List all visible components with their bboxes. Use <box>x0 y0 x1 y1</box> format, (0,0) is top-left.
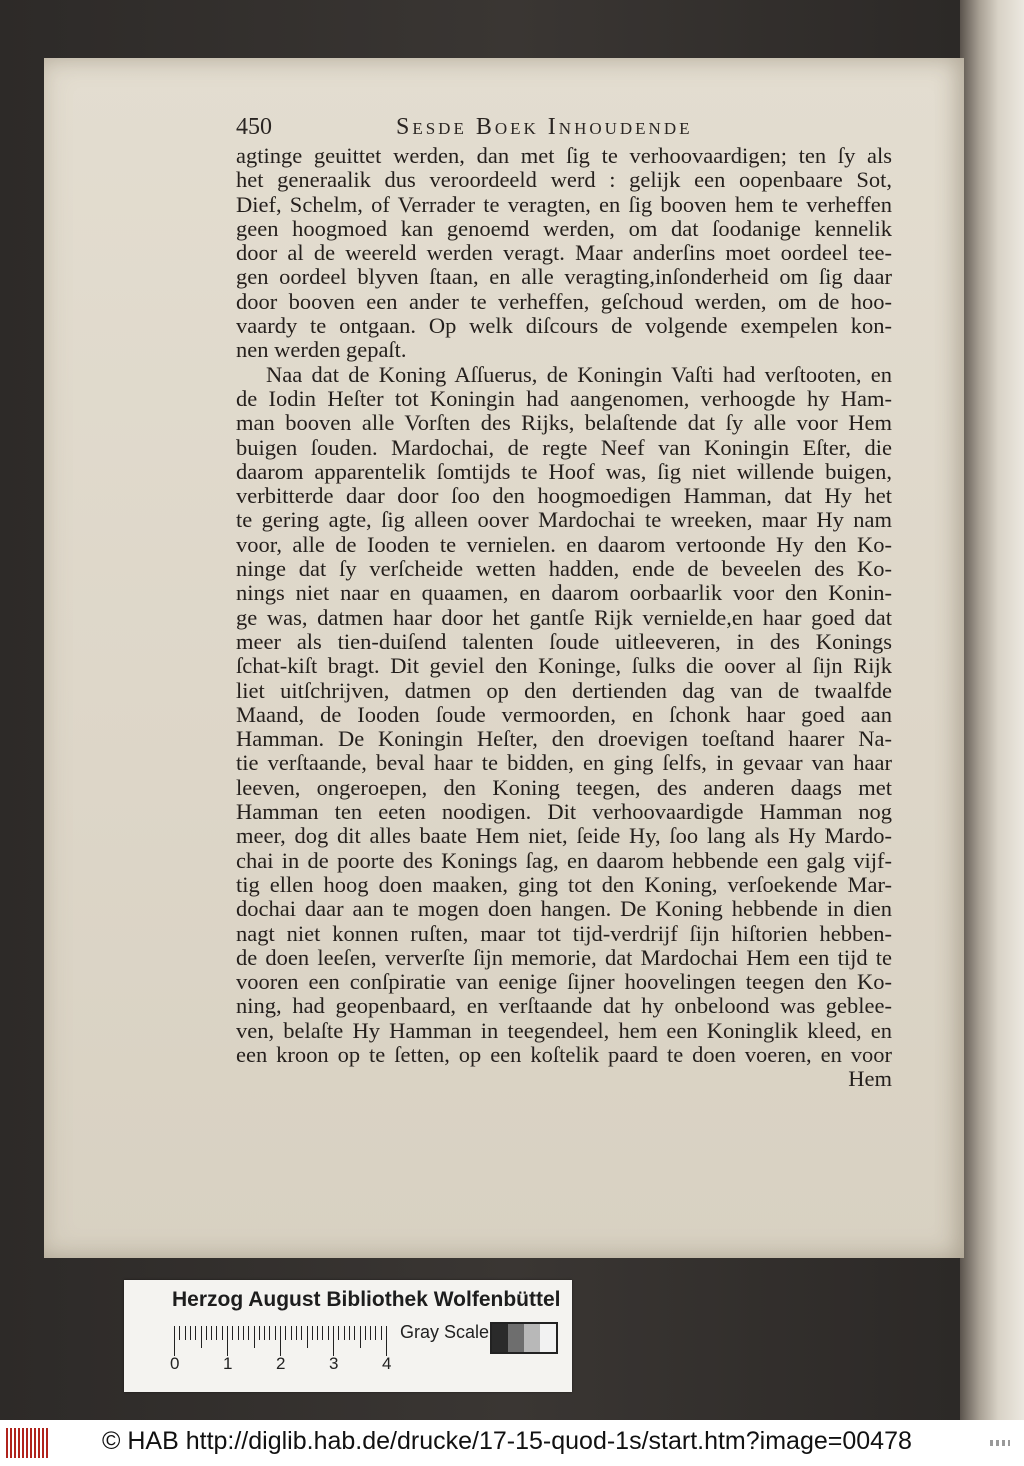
ruler-number: 0 <box>170 1354 180 1373</box>
text-line: ge was, datmen haar door het gantſe Rijk vernielde,en haar goed dat <box>236 605 892 630</box>
ruler-number: 2 <box>276 1354 286 1373</box>
text-line: meer, dog dit alles baate Hem niet, ſeide Hy, ſoo lang als Hy Mardo- <box>236 824 892 849</box>
dots-icon[interactable] <box>990 1440 1010 1446</box>
ruler-tick <box>307 1326 308 1348</box>
text-line: tig ellen hoog doen maaken, ging tot den Koning, verſoekende Mar- <box>236 872 892 897</box>
text-line: tie verſtaande, beval haar te bidden, en ging ſelfs, in gevaar van haar <box>236 751 892 776</box>
ruler-tick <box>322 1326 323 1340</box>
text-line: de Iodin Heſter tot Koningin had aangenomen, verhoogde hy Ham- <box>236 386 892 411</box>
text-line: Naa dat de Koning Aſſuerus, de Koningin Vaſti had verſtooten, en <box>266 362 892 387</box>
text-line: de doen leeſen, ververſte ſijn memorie, dat Mardochai Hem een tijd te <box>236 945 892 970</box>
ruler-tick <box>179 1326 180 1340</box>
page-number: 450 <box>236 114 272 140</box>
text-line: ninge dat ſy verſcheide wetten hadden, ende de beveelen des Ko- <box>236 557 892 582</box>
ruler-tick <box>222 1326 223 1340</box>
text-line: man booven alle Vorſten des Rijks, belaſtende dat ſy alle voor Hem <box>236 411 892 436</box>
ruler-tick <box>206 1326 207 1340</box>
ruler-tick <box>280 1326 281 1356</box>
ruler-tick <box>344 1326 345 1340</box>
text-line: meer als tien-duiſend talenten ſoude uitleeveren, in des Konings <box>236 629 892 654</box>
text-line: vooren een conſpiratie van eenige ſijner hoovelingen teegen den Ko- <box>236 970 892 995</box>
color-calibration-bar <box>124 1280 572 1392</box>
ruler-number: 1 <box>223 1354 233 1373</box>
gray-swatch <box>540 1324 556 1352</box>
ruler-tick <box>354 1326 355 1340</box>
ruler-tick <box>375 1326 376 1340</box>
ruler-tick <box>216 1326 217 1340</box>
ruler-tick <box>201 1326 202 1348</box>
ruler-tick <box>243 1326 244 1340</box>
gray-swatch <box>492 1324 508 1352</box>
text-line: vaardy te ontgaan. Op welk diſcours de volgende exempelen kon- <box>236 314 892 339</box>
ruler-tick <box>296 1326 297 1340</box>
gray-scale-swatches <box>490 1322 558 1354</box>
ruler-tick <box>312 1326 313 1340</box>
text-line: buigen ſouden. Mardochai, de regte Neef van Koningin Eſter, die <box>236 435 892 460</box>
ruler-tick <box>259 1326 260 1340</box>
ruler-number: 3 <box>329 1354 339 1373</box>
ruler-tick <box>338 1326 339 1340</box>
text-line: chai in de poorte des Konings ſag, en daarom hebbende een galg vijf- <box>236 848 892 873</box>
ruler-tick <box>285 1326 286 1340</box>
ruler-tick <box>190 1326 191 1340</box>
text-line: nen werden gepaſt. <box>236 338 407 363</box>
ruler-tick <box>174 1326 175 1356</box>
text-line: door al de weereld werden veragt. Maar anderſins moet oordeel tee- <box>236 241 892 266</box>
text-line: geen hoogmoed kan genoemd werden, om dat ſoodanige kennelik <box>236 216 892 241</box>
ruler-tick <box>211 1326 212 1340</box>
text-line: ven, belaſte Hy Hamman in teegendeel, hem een Koninglik kleed, en <box>236 1018 892 1043</box>
gray-scale-label: Gray Scale <box>400 1322 490 1342</box>
text-line: Maand, de Iooden ſoude vermoorden, en ſchonk haar goed aan <box>236 702 892 727</box>
text-line: voor, alle de Iooden te vernielen. en daarom vertoonde Hy den Ko- <box>236 532 892 557</box>
text-line: een kroon op te ſetten, op een koſtelik paard te doen voeren, en voor <box>236 1042 892 1067</box>
ruler-tick <box>328 1326 329 1340</box>
ruler-tick <box>291 1326 292 1340</box>
credit-url[interactable]: © HAB http://diglib.hab.de/drucke/17-15-quod-1s/start.htm?image=00478 <box>102 1427 912 1455</box>
ruler-tick <box>360 1326 361 1348</box>
ruler-tick <box>349 1326 350 1340</box>
text-line: nagt niet konnen ruſten, maar tot tijd-verdrijf ſijn hiſtorien hebben- <box>236 921 892 946</box>
ruler-tick <box>269 1326 270 1340</box>
ruler-tick <box>333 1326 334 1356</box>
catchword: Hem <box>848 1067 892 1092</box>
ruler-tick <box>254 1326 255 1348</box>
ruler-tick <box>365 1326 366 1340</box>
ruler-tick <box>185 1326 186 1340</box>
body-text <box>236 144 892 1092</box>
page-header <box>236 114 896 144</box>
hab-barcode-logo-icon[interactable] <box>6 1428 48 1458</box>
ruler-tick <box>317 1326 318 1340</box>
viewer-footer <box>0 1420 1024 1466</box>
ruler-tick <box>232 1326 233 1340</box>
ruler-tick <box>264 1326 265 1340</box>
text-line: verbitterde daar door ſoo den hoogmoedigen Hamman, dat Hy het <box>236 484 892 509</box>
text-line: dochai daar aan te mogen doen hangen. De Koning hebbende in dien <box>236 897 892 922</box>
ruler-tick <box>381 1326 382 1340</box>
library-name: Herzog August Bibliothek Wolfenbüttel <box>172 1288 561 1311</box>
text-line: door booven een ander te verheffen, geſchoud werden, om de hoo- <box>236 289 892 314</box>
text-line: Hamman ten eeten noodigen. Dit verhoovaardigde Hamman nog <box>236 800 892 825</box>
text-line: ning, had geopenbaard, en verſtaande dat hy onbeloond was geblee- <box>236 994 892 1019</box>
text-line: het generaalik dus veroordeeld werd : gelijk een oopenbaare Sot, <box>236 168 892 193</box>
gray-swatch <box>508 1324 524 1352</box>
text-line: te gering agte, ſig alleen oover Mardochai te wreeken, maar Hy nam <box>236 508 892 533</box>
ruler-tick <box>301 1326 302 1340</box>
text-line: leeven, ongeroepen, den Koning teegen, des anderen daags met <box>236 775 892 800</box>
text-line: nings niet naar en quaamen, en daarom oorbaarlik voor den Konin- <box>236 581 892 606</box>
text-line: agtinge geuittet werden, dan met ſig te verhoovaardigen; ten ſy als <box>236 144 892 168</box>
text-line: Hamman. De Koningin Heſter, den droevigen toeſtand haarer Na- <box>236 727 892 752</box>
ruler-tick <box>248 1326 249 1340</box>
text-line: Dief, Schelm, of Verrader te veragten, en ſig booven hem te verheffen <box>236 192 892 217</box>
text-line: daarom apparentelik ſomtijds te Hoof was, ſig niet willende buigen, <box>236 459 892 484</box>
gray-swatch <box>524 1324 540 1352</box>
text-line: gen oordeel blyven ſtaan, en alle veragting,inſonderheid om ſig daar <box>236 265 892 290</box>
adjacent-page-edge <box>960 0 1024 1420</box>
text-line: liet uitſchrijven, datmen op den dertienden dag van de twaalfde <box>236 678 892 703</box>
ruler-tick <box>238 1326 239 1340</box>
ruler-number: 4 <box>382 1354 392 1373</box>
ruler-tick <box>386 1326 387 1356</box>
ruler-tick <box>195 1326 196 1340</box>
text-line: ſchat-kiſt bragt. Dit geviel den Koninge, ſulks die oover al ſijn Rijk <box>236 654 892 679</box>
ruler-tick <box>275 1326 276 1340</box>
running-head: Sesde Boek Inhoudende <box>396 114 693 140</box>
ruler-tick <box>370 1326 371 1340</box>
ruler-tick <box>227 1326 228 1356</box>
